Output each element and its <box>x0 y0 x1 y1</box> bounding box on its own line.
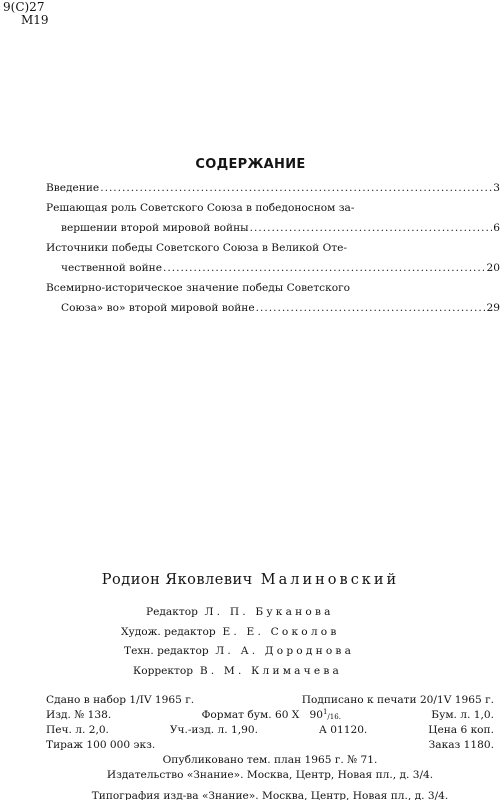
dot-leader <box>256 298 486 318</box>
imprint-row <box>46 723 494 738</box>
toc-entry-title: Решающая роль Советского Союза в победоносном за- <box>46 202 355 214</box>
toc-entry-title: Всемирно-историческое значение победы Советского <box>46 282 351 294</box>
staff-role: Худож. редактор <box>121 625 216 638</box>
staff-name: В. М. Климачева <box>199 664 343 677</box>
staff-line <box>0 642 501 662</box>
toc-entry <box>46 238 500 258</box>
toc-entry <box>46 278 500 298</box>
staff-name: Е. Е. Соколов <box>222 625 340 638</box>
imprint-cell: Подписано к печати 20/1V 1965 г. <box>301 694 494 706</box>
toc-page-number: 20 <box>486 262 500 274</box>
toc-entry-continuation <box>46 298 500 318</box>
imprint-cell: Цена 6 коп. <box>428 724 494 736</box>
author-first-names: Родион Яковлевич <box>101 572 253 588</box>
staff-line <box>0 662 501 682</box>
imprint-cell: Сдано в набор 1/IV 1965 г. <box>46 694 195 706</box>
imprint-plan: Опубликовано тем. план 1965 г. № 71. <box>162 754 378 766</box>
classification-index: 9(C)27 <box>3 0 45 14</box>
toc-entry-title-cont: Союза» во» второй мировой войне <box>61 302 255 314</box>
imprint-cell: Бум. л. 1,0. <box>431 709 494 721</box>
toc-entry <box>46 198 500 218</box>
author-surname: Малиновский <box>260 572 400 588</box>
toc-page-number: 3 <box>493 182 500 194</box>
toc-entry-title-cont: вершении второй мировой войны <box>61 222 249 234</box>
table-of-contents <box>46 178 500 318</box>
classification-code: M19 <box>21 13 49 27</box>
imprint-row <box>46 693 494 708</box>
imprint-cell: А 01120. <box>318 724 368 736</box>
toc-entry-continuation <box>46 258 500 278</box>
dot-leader <box>100 178 492 198</box>
imprint-cell: Уч.-изд. л. 1,90. <box>169 724 258 736</box>
staff-role: Корректор <box>133 664 194 677</box>
imprint-cell: Тираж 100 000 экз. <box>46 739 156 751</box>
staff-role: Техн. редактор <box>124 645 209 657</box>
author-name <box>0 572 501 588</box>
dot-leader <box>163 258 486 278</box>
toc-title: СОДЕРЖАНИЕ <box>195 157 306 172</box>
staff-line <box>0 603 501 623</box>
imprint-printer: Типография изд-ва «Знание». Москва, Центр, Новая пл., д. 3/4. <box>91 790 449 800</box>
toc-entry-title-cont: чественной войне <box>61 262 162 274</box>
imprint-block <box>46 693 494 800</box>
staff-name: Л. П. Буканова <box>204 606 334 618</box>
toc-entry-title: Введение <box>46 182 100 194</box>
editorial-staff <box>0 603 501 681</box>
dot-leader <box>250 218 493 238</box>
imprint-publisher: Издательство «Знание». Москва, Центр, Новая пл., д. 3/4. <box>106 769 434 781</box>
toc-page-number: 29 <box>486 302 500 314</box>
staff-role: Редактор <box>146 606 198 618</box>
imprint-row <box>46 738 494 753</box>
imprint-cell: Изд. № 138. <box>46 709 112 721</box>
imprint-cell: Печ. л. 2,0. <box>46 724 109 736</box>
toc-page-number: 6 <box>493 222 500 234</box>
toc-entry-title: Источники победы Советского Союза в Великой Оте- <box>46 242 347 254</box>
toc-entry-continuation <box>46 218 500 238</box>
imprint-cell: Формат бум. 60 X $90^1_{/16.}$ <box>201 708 341 721</box>
staff-name: Л. А. Дороднова <box>215 645 355 657</box>
imprint-row <box>46 708 494 723</box>
staff-line <box>0 623 501 643</box>
imprint-cell: Заказ 1180. <box>428 739 494 751</box>
toc-entry <box>46 178 500 198</box>
